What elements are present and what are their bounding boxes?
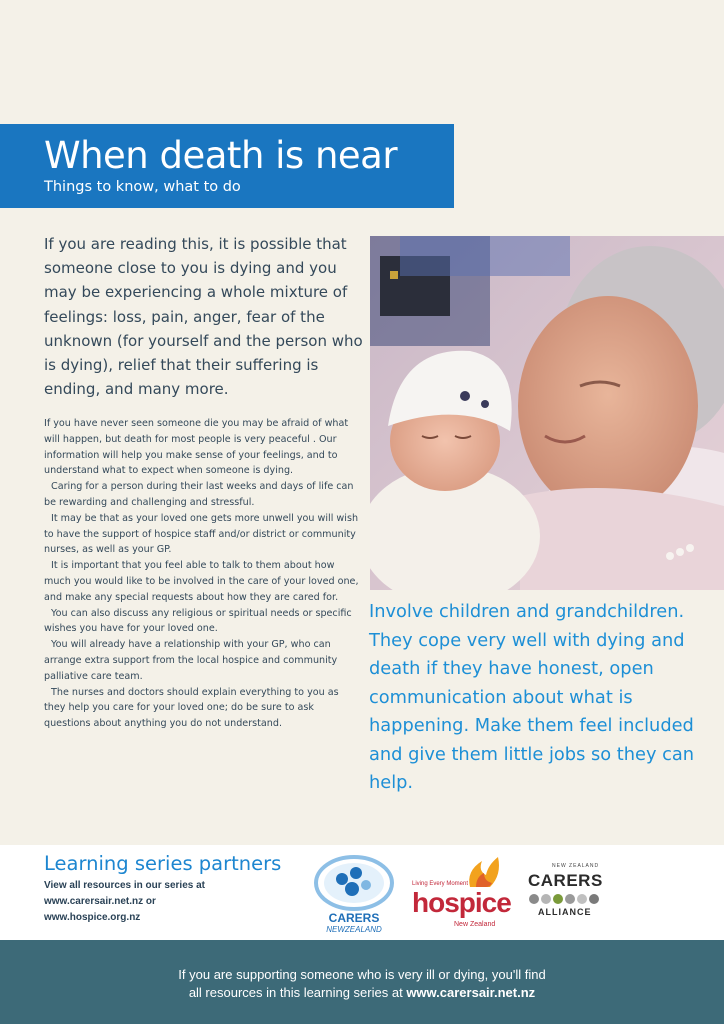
carers-alliance-name: CARERS [528, 871, 603, 890]
partners-link[interactable]: www.carersair.net.nz or [44, 896, 156, 907]
carers-nz-logo [312, 853, 396, 937]
hospice-tagline: Living Every Moment [412, 881, 469, 887]
body-paragraph: Caring for a person during their last weeks and days of life can be rewarding and challenging and stressful. [44, 481, 354, 508]
partners-link[interactable]: www.hospice.org.nz [44, 912, 141, 923]
body-text [44, 416, 362, 732]
partners-title: Learning series partners [44, 852, 282, 875]
carers-alliance-sub: ALLIANCE [538, 907, 592, 917]
carers-alliance-logo [524, 863, 608, 923]
carers-nz-sub: NEWZEALAND [326, 925, 382, 934]
footer-band [0, 940, 724, 1024]
hospice-sub: New Zealand [454, 921, 496, 928]
body-paragraph: It may be that as your loved one gets more unwell you will wish to have the support of hospice staff and/or district or community nurses, as well as your GP. [44, 512, 359, 556]
footer-line-1: If you are supporting someone who is very ill or dying, you'll find [178, 967, 546, 982]
footer-line-2 [0, 984, 724, 1002]
photo-grandmother-with-baby [370, 236, 724, 590]
hospice-logo [412, 855, 512, 937]
page-subtitle: Things to know, what to do [44, 179, 241, 195]
carers-alliance-top: NEW ZEALAND [552, 863, 600, 869]
partners-line: View all resources in our series at [44, 880, 206, 891]
pull-quote: Involve children and grandchildren. They cope very well with dying and death if they have honest, open communication about what is happening. Make them feel included and give them little jobs so they can help. [369, 601, 695, 793]
alliance-dots-icon [528, 893, 604, 905]
hospice-name: hospice [412, 887, 511, 918]
carers-nz-name: CARERS [328, 911, 380, 925]
body-paragraph: It is important that you feel able to talk to them about how much you would like to be involved in the care of your loved one, and make any special requests about how they are cared for. [44, 560, 359, 603]
partners-section [0, 845, 724, 940]
footer-text: all resources in this learning series at [188, 985, 407, 1000]
hospice-flame-icon [464, 855, 504, 889]
body-paragraph: You can also discuss any religious or spiritual needs or specific wishes you have for your loved one. [44, 607, 352, 635]
intro-paragraph: If you are reading this, it is possible that someone close to you is dying and you may be experiencing a whole mixture of feelings: loss, pain, anger, fear of the unknown (for yourself and the person who is dying), relief that their suffering is ending, and many more. [44, 235, 363, 399]
footer-link[interactable]: www.carersair.net.nz [406, 985, 536, 1000]
body-paragraph: If you have never seen someone die you may be afraid of what will happen, but death for most people is very peaceful . Our information will help you make sense of your feelings, and to understand what to expect when someone is dying. [44, 418, 349, 477]
body-paragraph: You will already have a relationship with your GP, who can arrange extra support from the local hospice and community palliative care team. [44, 639, 338, 682]
page-title: When death is near [44, 134, 398, 177]
body-paragraph: The nurses and doctors should explain everything to you as they help you care for your loved one; do be sure to ask questions about anything you do not understand. [44, 686, 339, 730]
title-banner [0, 124, 454, 208]
photo-illustration [370, 236, 724, 590]
